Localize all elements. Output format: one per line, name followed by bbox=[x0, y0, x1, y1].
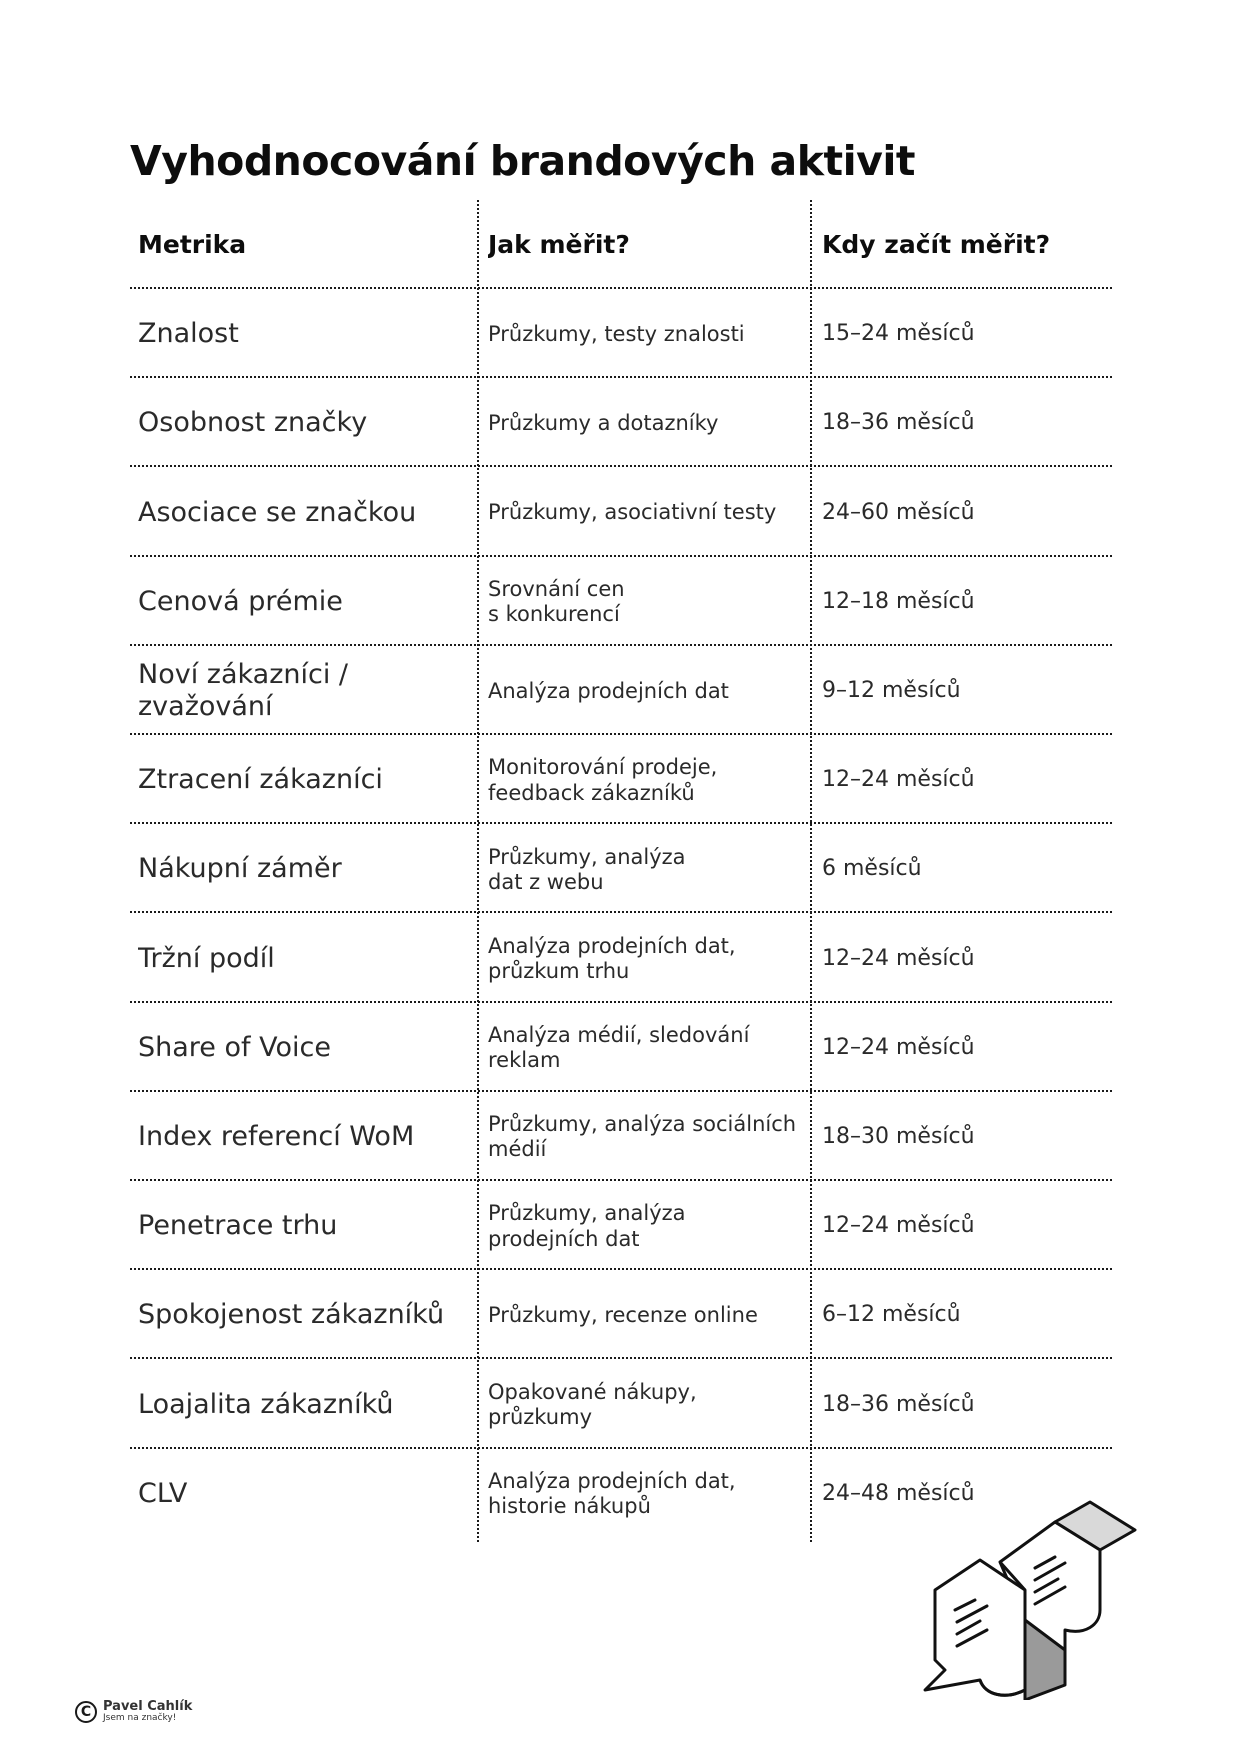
row-divider bbox=[130, 644, 1112, 646]
method-cell: Analýza prodejních dat, historie nákupů bbox=[488, 1468, 736, 1519]
method-cell: Průzkumy, analýza prodejních dat bbox=[488, 1201, 686, 1251]
timing-cell: 6–12 měsíců bbox=[822, 1302, 961, 1328]
row-divider bbox=[130, 1001, 1112, 1003]
method-cell: Průzkumy, asociativní testy bbox=[488, 500, 777, 525]
metric-cell: Znalost bbox=[138, 318, 239, 350]
document-scrolls-illustration bbox=[905, 1500, 1145, 1700]
metric-cell: Nákupní záměr bbox=[138, 853, 342, 885]
row-divider bbox=[130, 376, 1112, 378]
method-cell: Monitorování prodeje, feedback zákazníků bbox=[488, 755, 718, 805]
row-divider bbox=[130, 911, 1112, 913]
column-divider bbox=[810, 200, 812, 1542]
row-divider bbox=[130, 1090, 1112, 1092]
row-divider bbox=[130, 465, 1112, 467]
metric-cell: Tržní podíl bbox=[138, 942, 275, 974]
method-cell: Analýza prodejních dat, průzkum trhu bbox=[488, 933, 736, 983]
header-when: Kdy začít měřit? bbox=[822, 229, 1051, 259]
row-divider bbox=[130, 822, 1112, 824]
metric-cell: Loajalita zákazníků bbox=[138, 1388, 394, 1420]
author-signature bbox=[75, 1700, 192, 1723]
method-cell: Průzkumy, testy znalosti bbox=[488, 321, 745, 346]
metric-cell: Index referencí WoM bbox=[138, 1121, 415, 1153]
method-cell: Průzkumy, analýza dat z webu bbox=[488, 844, 686, 894]
timing-cell: 12–24 měsíců bbox=[822, 767, 975, 793]
method-cell: Průzkumy, analýza sociálních médií bbox=[488, 1112, 797, 1162]
metric-cell: Osobnost značky bbox=[138, 407, 368, 439]
timing-cell: 24–60 měsíců bbox=[822, 499, 975, 525]
metric-cell: Ztracení zákazníci bbox=[138, 764, 383, 796]
metric-cell: Noví zákazníci / zvažování bbox=[138, 658, 349, 723]
metric-cell: Cenová prémie bbox=[138, 585, 343, 617]
author-name: Pavel Cahlík bbox=[103, 1699, 193, 1714]
method-cell: Opakované nákupy, průzkumy bbox=[488, 1379, 697, 1429]
timing-cell: 9–12 měsíců bbox=[822, 678, 961, 704]
row-divider bbox=[130, 1268, 1112, 1270]
timing-cell: 24–48 měsíců bbox=[822, 1480, 975, 1506]
timing-cell: 15–24 měsíců bbox=[822, 321, 975, 347]
timing-cell: 6 měsíců bbox=[822, 856, 922, 882]
timing-cell: 12–24 měsíců bbox=[822, 1034, 975, 1060]
metric-cell: Share of Voice bbox=[138, 1031, 331, 1063]
header-how: Jak měřit? bbox=[488, 229, 630, 259]
row-divider bbox=[130, 1179, 1112, 1181]
method-cell: Analýza médií, sledování reklam bbox=[488, 1022, 750, 1073]
timing-cell: 12–18 měsíců bbox=[822, 588, 975, 614]
timing-cell: 18–36 měsíců bbox=[822, 410, 975, 436]
method-cell: Srovnání cen s konkurencí bbox=[488, 576, 625, 627]
author-tagline: Jsem na značky! bbox=[103, 1712, 177, 1723]
row-divider bbox=[130, 1447, 1112, 1449]
page-title: Vyhodnocování brandových aktivit bbox=[130, 137, 916, 185]
metric-cell: CLV bbox=[138, 1477, 188, 1509]
column-divider bbox=[477, 200, 479, 1542]
timing-cell: 18–36 měsíců bbox=[822, 1391, 975, 1417]
row-divider bbox=[130, 733, 1112, 735]
metric-cell: Penetrace trhu bbox=[138, 1210, 338, 1242]
timing-cell: 12–24 měsíců bbox=[822, 1213, 975, 1239]
row-divider bbox=[130, 555, 1112, 557]
metric-cell: Spokojenost zákazníků bbox=[138, 1299, 445, 1331]
method-cell: Analýza prodejních dat bbox=[488, 678, 729, 703]
row-divider bbox=[130, 287, 1112, 289]
method-cell: Průzkumy, recenze online bbox=[488, 1303, 758, 1328]
header-metric: Metrika bbox=[138, 229, 247, 259]
method-cell: Průzkumy a dotazníky bbox=[488, 411, 719, 436]
row-divider bbox=[130, 1357, 1112, 1359]
metric-cell: Asociace se značkou bbox=[138, 496, 417, 528]
timing-cell: 12–24 měsíců bbox=[822, 945, 975, 971]
copyright-icon: C bbox=[75, 1701, 97, 1723]
timing-cell: 18–30 měsíců bbox=[822, 1124, 975, 1150]
